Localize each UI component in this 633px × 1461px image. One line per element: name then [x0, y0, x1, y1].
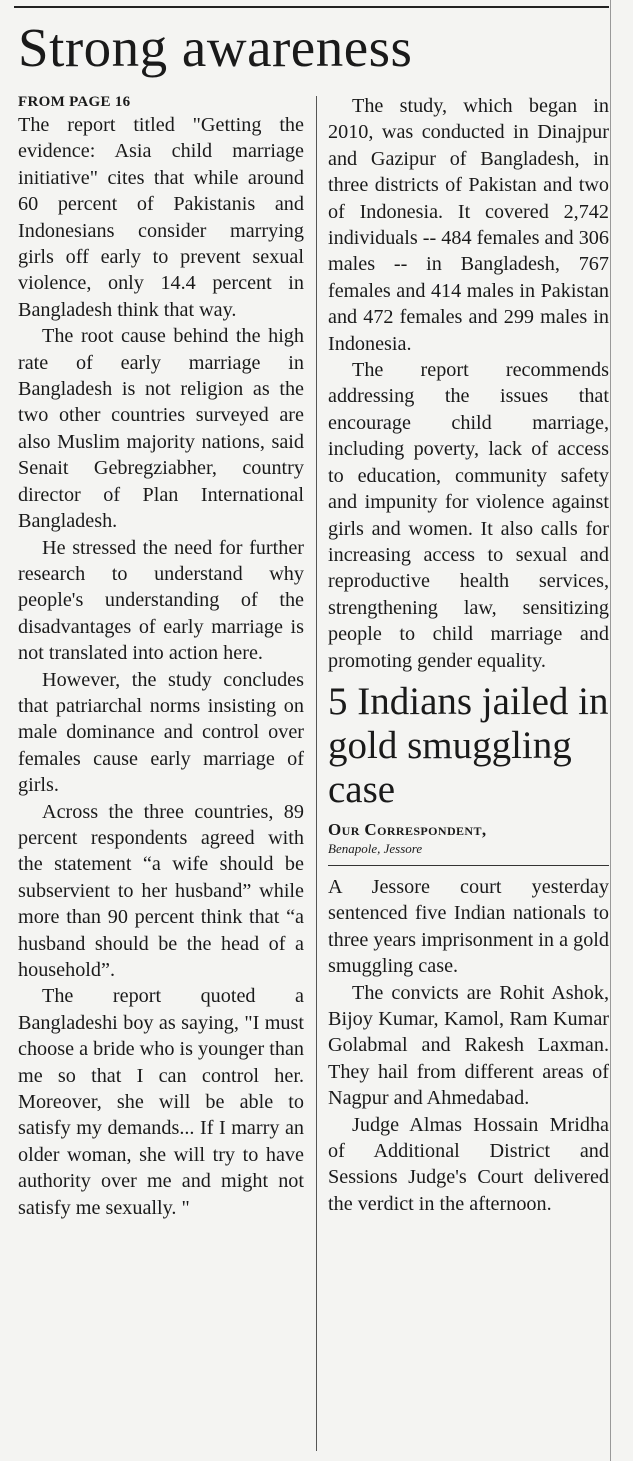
- page-edge-rule: [610, 0, 611, 1461]
- second-story-headline: 5 Indians jailed in gold smuggling case: [328, 679, 609, 811]
- article-paragraph: The report quoted a Bangladeshi boy as saying, "I must choose a bride who is younger than me so that I can control her. Moreover, she will be able to satisfy my demands... If I marry an older woman, she will try to have authority over me and might not satisfy me sexually. ": [18, 985, 304, 1219]
- article-paragraph: The root cause behind the high rate of early marriage in Bangladesh is not religion as the two other countries surveyed are also Muslim majority nations, said Senait Gebregziabher, country director of Plan International Bangladesh.: [18, 325, 304, 533]
- article-paragraph: The convicts are Rohit Ashok, Bijoy Kumar, Kamol, Ram Kumar Golabmal and Rakesh Laxman. They hail from different areas of Nagpur and Ahmedabad.: [328, 981, 609, 1110]
- byline-rule: [328, 865, 609, 866]
- article-paragraph: However, the study concludes that patriarchal norms insisting on male dominance and control over females cause early marriage of girls.: [18, 668, 304, 797]
- top-rule: [14, 6, 609, 8]
- article-paragraph: The report titled "Getting the evidence: Asia child marriage initiative" cites that while around 60 percent of Pakistanis and Indonesians consider marrying girls off early to prevent sexual violence, only 14.4 percent in Bangladesh think that way.: [18, 114, 304, 321]
- left-column: [18, 93, 304, 1221]
- article-paragraph: Across the three countries, 89 percent respondents agreed with the statement “a wife should be subservient to her husband” while more than 90 percent think that “a husband should be the head of a household”.: [18, 800, 304, 981]
- article-paragraph: The study, which began in 2010, was conducted in Dinajpur and Gazipur of Bangladesh, in three districts of Pakistan and two of Indonesia. It covered 2,742 individuals -- 484 females and 306 males -- in Bangladesh, 767 females and 414 males in Pakistan and 472 females and 299 males in Indonesia.: [328, 95, 609, 355]
- byline: Our Correspondent,: [328, 819, 487, 839]
- page-headline: Strong awareness: [18, 17, 413, 78]
- article-paragraph: A Jessore court yesterday sentenced five Indian nationals to three years imprisonment in a gold smuggling case.: [328, 875, 609, 978]
- byline-location: Benapole, Jessore: [328, 840, 423, 856]
- right-column: [328, 93, 609, 1217]
- article-paragraph: He stressed the need for further research to understand why people's understanding of the disadvantages of early marriage is not translated into action here.: [18, 536, 304, 665]
- dateline: FROM PAGE 16: [18, 94, 131, 110]
- article-paragraph: The report recommends addressing the issues that encourage child marriage, including poverty, lack of access to education, community safety and impunity for violence against girls and women. It also calls for increasing access to sexual and reproductive health services, strengthening law, sensitizing people to child marriage and promoting gender equality.: [328, 359, 609, 672]
- article-paragraph: Judge Almas Hossain Mridha of Additional District and Sessions Judge's Court delivered the verdict in the afternoon.: [328, 1113, 609, 1215]
- column-separator: [316, 96, 317, 1451]
